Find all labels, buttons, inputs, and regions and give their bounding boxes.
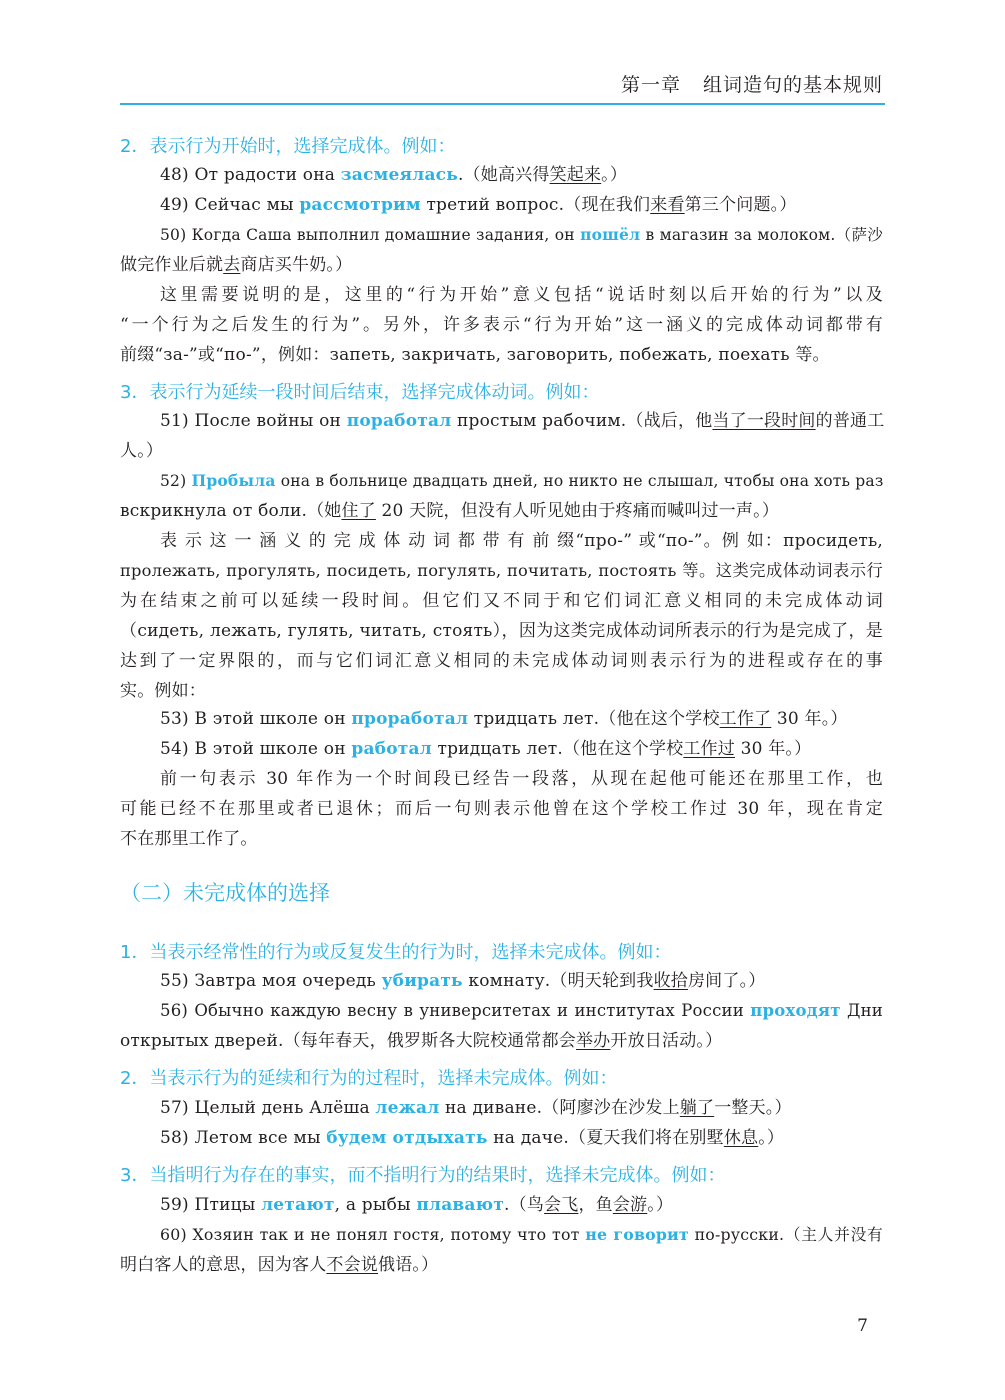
example-56: 56) Обычно каждую весну в университетах и институтах России проходят Дни bbox=[160, 1001, 883, 1020]
chapter-number: 第一章 bbox=[620, 74, 681, 96]
example-60: 60) Хозяин так и не понял гостя, потому что тот не говорит по-русски.（主人并没有 bbox=[160, 1225, 884, 1244]
paragraph-line: 可能已经不在那里或者已退休；而后一句则表示他曾在这个学校工作过 30 年，现在肯定 bbox=[120, 799, 883, 819]
heading-perfective-duration: 3．表示行为延续一段时间后结束，选择完成体动词。例如： bbox=[120, 382, 600, 403]
heading-imperfective-repeated: 1．当表示经常性的行为或反复发生的行为时，选择未完成体。例如： bbox=[120, 942, 672, 963]
paragraph-line: 实。例如： bbox=[120, 681, 206, 701]
example-48: 48) От радости она засмеялась.（她高兴得笑起来。） bbox=[160, 165, 628, 185]
example-55: 55) Завтра моя очередь убирать комнату.（明天轮到我收拾房间了。） bbox=[160, 971, 766, 991]
example-56-continued: открытых дверей.（每年春天，俄罗斯各大院校通常都会举办开放日活动。） bbox=[120, 1031, 723, 1051]
example-58: 58) Летом все мы будем отдыхать на даче.（夏天我们将在别墅休息。） bbox=[160, 1128, 785, 1148]
example-53: 53) В этой школе он проработал тридцать лет.（他在这个学校工作了 30 年。） bbox=[160, 709, 848, 729]
heading-perfective-start: 2．表示行为开始时，选择完成体。例如： bbox=[120, 136, 456, 157]
heading-imperfective-process: 2．当表示行为的延续和行为的过程时，选择未完成体。例如： bbox=[120, 1068, 618, 1089]
example-51: 51) После войны он поработал простым рабочим.（战后，他当了一段时间的普通工 bbox=[160, 411, 885, 431]
paragraph-line: 达到了一定界限的，而与它们词汇意义相同的未完成体动词则表示行为的进程或存在的事 bbox=[120, 651, 883, 671]
example-54: 54) В этой школе он работал тридцать лет.（他在这个学校工作过 30 年。） bbox=[160, 739, 812, 759]
example-52-continued: вскрикнула от боли.（她住了 20 天院，但没有人听见她由于疼痛而喊叫过一声。） bbox=[120, 501, 780, 521]
paragraph-line: 为在结束之前可以延续一段时间。但它们又不同于和它们词汇意义相同的未完成体动词 bbox=[120, 591, 883, 611]
example-60-continued: 明白客人的意思，因为客人不会说俄语。） bbox=[120, 1255, 439, 1275]
paragraph-line: 前缀“за-”或“по-”，例如：запеть, закричать, заговорить, побежать, поехать 等。 bbox=[120, 345, 830, 365]
heading-imperfective-fact: 3．当指明行为存在的事实，而不指明行为的结果时，选择未完成体。例如： bbox=[120, 1165, 726, 1186]
paragraph-line: пролежать, прогулять, посидеть, погулять, почитать, постоять 等。这类完成体动词表示行 bbox=[120, 561, 883, 580]
page-number: 7 bbox=[857, 1316, 868, 1336]
chapter-title: 组词造句的基本规则 bbox=[702, 74, 883, 96]
example-49: 49) Сейчас мы рассмотрим третий вопрос.（现在我们来看第三个问题。） bbox=[160, 195, 797, 215]
example-57: 57) Целый день Алёша лежал на диване.（阿廖沙在沙发上躺了一整天。） bbox=[160, 1098, 792, 1118]
example-52: 52) Пробыла она в больнице двадцать дней, но никто не слышал, чтобы она хоть раз bbox=[160, 471, 884, 490]
example-51-continued: 人。） bbox=[120, 441, 164, 461]
paragraph-line: 不在那里工作了。 bbox=[120, 829, 258, 849]
header-rule bbox=[120, 103, 885, 105]
paragraph-line: 前一句表示 30 年作为一个时间段已经告一段落，从现在起他可能还在那里工作，也 bbox=[160, 769, 883, 789]
example-50: 50) Когда Саша выполнил домашние задания, он пошёл в магазин за молоком.（萨沙 bbox=[160, 225, 883, 244]
running-head bbox=[621, 70, 883, 97]
paragraph-line: （сидеть, лежать, гулять, читать, стоять），因为这类完成体动词所表示的行为是完成了，是 bbox=[120, 621, 883, 641]
example-59: 59) Птицы летают, а рыбы плавают.（鸟会飞，鱼会游。） bbox=[160, 1195, 674, 1215]
paragraph-line: 表 示 这 一 涵 义 的 完 成 体 动 词 都 带 有 前 缀“про-” 或“по-”。例 如：просидеть, bbox=[160, 531, 883, 551]
paragraph-line: “一个行为之后发生的行为”。另外，许多表示“行为开始”这一涵义的完成体动词都带有 bbox=[120, 315, 883, 335]
paragraph-line: 这里需要说明的是，这里的“行为开始”意义包括“说话时刻以后开始的行为”以及 bbox=[160, 285, 883, 305]
example-50-continued: 做完作业后就去商店买牛奶。） bbox=[120, 255, 353, 275]
section-heading: （二）未完成体的选择 bbox=[120, 881, 330, 905]
